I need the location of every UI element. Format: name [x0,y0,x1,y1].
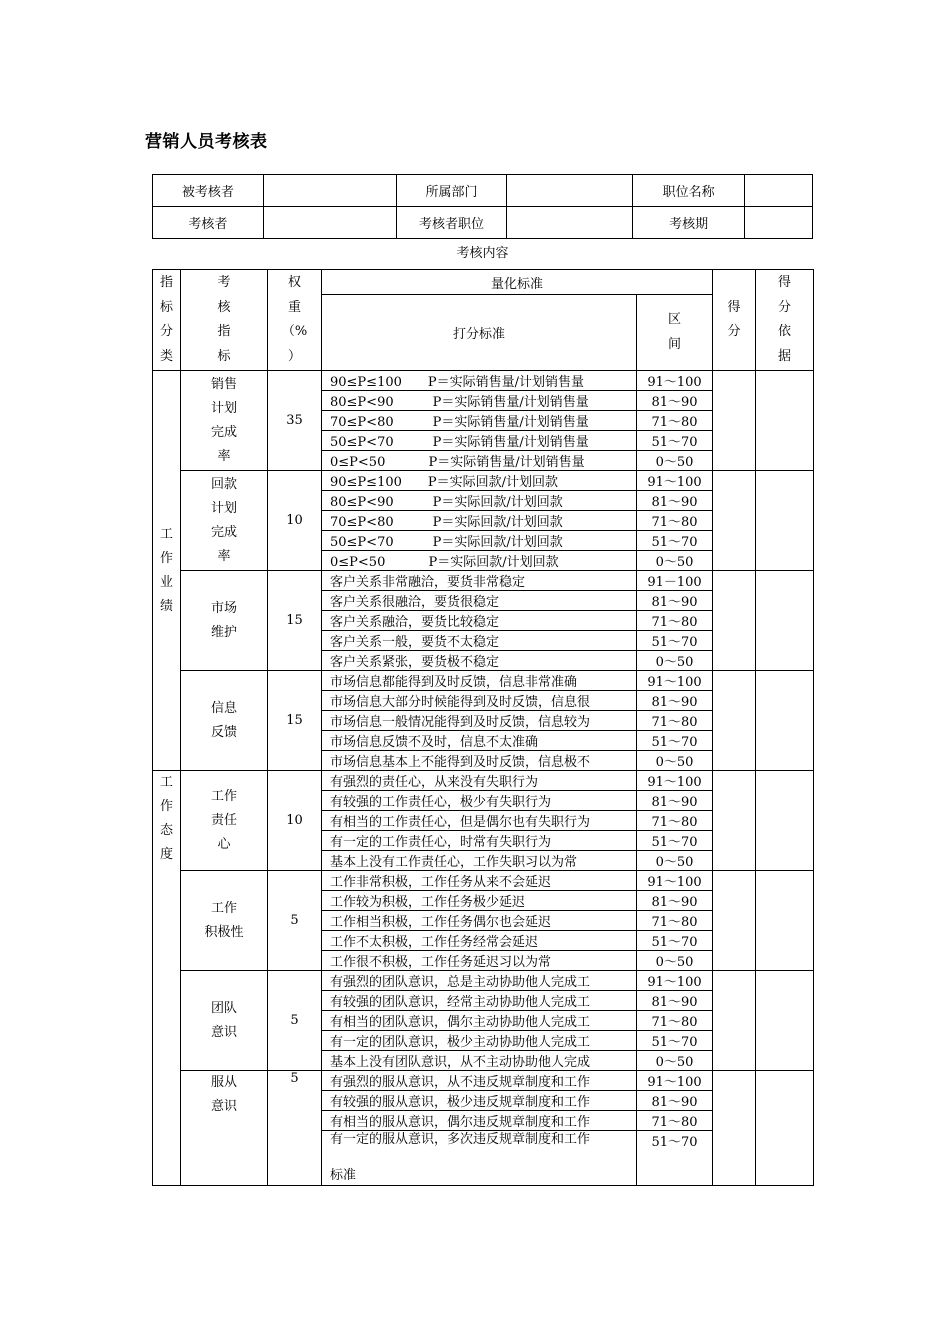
score-field[interactable] [713,771,756,871]
score-field[interactable] [713,971,756,1071]
indicator-name [181,771,268,871]
scoring-standard: 工作不太积极，工作任务经常会延迟 [322,931,637,951]
text-line: 核 [217,299,231,315]
text-line: 考 [217,275,231,290]
score-range: 0～50 [637,651,713,671]
text-line: 有一定的服从意识，多次违反规章制度和工作 [330,1132,591,1147]
header-indicator [181,270,268,371]
scoring-standard [322,1131,637,1186]
scoring-standard: 50≤P<70 P＝实际回款/计划回款 [322,531,637,551]
text-line: 分 [778,299,792,315]
score-range: 51～70 [637,931,713,951]
scoring-standard: 有强烈的责任心，从来没有失职行为 [322,771,637,791]
scoring-standard: 有较强的工作责任心，极少有失职行为 [322,791,637,811]
table-row [153,671,814,691]
indicator-name [181,871,268,971]
text-line: 标准 [330,1168,357,1183]
score-range: 91～100 [637,971,713,991]
score-range: 81～90 [637,791,713,811]
evaluator-position-label: 考核者职位 [396,207,507,239]
table-row [153,771,814,791]
text-line: 维护 [210,624,237,640]
text-line: 重 [287,299,301,315]
text-line: 率 [217,548,231,564]
score-range: 51～70 [637,431,713,451]
text-line: 责任 [210,812,237,828]
weight-cell: 15 [268,671,322,771]
scoring-standard: 市场信息大部分时候能得到及时反馈，信息很 [322,691,637,711]
scoring-standard: 有强烈的团队意识，总是主动协助他人完成工 [322,971,637,991]
header-scoring: 打分标准 [322,295,637,371]
scoring-standard: 工作很不积极，工作任务延迟习以为常 [322,951,637,971]
score-range: 71～80 [637,611,713,631]
text-line: 工作 [210,900,237,916]
text-line: 类 [159,348,173,364]
indicator-name [181,571,268,671]
evaluatee-field[interactable] [263,175,396,207]
score-range: 81～90 [637,391,713,411]
score-range: 81～90 [637,491,713,511]
basis-field[interactable] [756,571,814,671]
basis-field[interactable] [756,771,814,871]
evaluatee-label: 被考核者 [153,175,264,207]
text-line: 标 [159,299,173,315]
header-category [153,270,181,371]
text-line: 积极性 [204,924,244,940]
text-line: 团队 [210,1000,237,1016]
text-line: 销售 [210,376,237,392]
text-line: 完成 [210,424,237,440]
text-line: 反馈 [210,724,237,740]
page-title: 营销人员考核表 [145,132,268,152]
score-range: 51～70 [637,531,713,551]
scoring-standard: 有较强的团队意识，经常主动协助他人完成工 [322,991,637,1011]
score-field[interactable] [713,671,756,771]
category-cell [153,371,181,771]
basis-field[interactable] [756,371,814,471]
scoring-standard: 有强烈的服从意识，从不违反规章制度和工作 [322,1071,637,1091]
header-basis [756,270,814,371]
score-range: 71～80 [637,711,713,731]
score-range: 71～80 [637,411,713,431]
table-row [153,571,814,591]
score-field[interactable] [713,1071,756,1186]
scoring-standard: 市场信息反馈不及时，信息不太准确 [322,731,637,751]
table-row [153,1071,814,1091]
info-table [152,174,813,239]
score-range: 71～80 [637,1011,713,1031]
text-line: 据 [778,348,792,364]
scoring-standard: 0≤P<50 P＝实际回款/计划回款 [322,551,637,571]
scoring-standard: 80≤P<90 P＝实际销售量/计划销售量 [322,391,637,411]
evaluator-position-field[interactable] [507,207,633,239]
text-line: 市场 [210,600,237,616]
text-line: 完成 [210,524,237,540]
score-range: 91－100 [637,571,713,591]
text-line: 回款 [210,476,237,492]
text-line: 心 [217,836,231,852]
scoring-standard: 有一定的团队意识，极少主动协助他人完成工 [322,1031,637,1051]
text-line: 绩 [159,598,173,614]
text-line: 作 [159,799,173,814]
score-range: 81～90 [637,691,713,711]
scoring-standard: 90≤P≤100 P＝实际销售量/计划销售量 [322,371,637,391]
scoring-standard: 市场信息基本上不能得到及时反馈，信息极不 [322,751,637,771]
scoring-standard: 市场信息一般情况能得到及时反馈，信息较为 [322,711,637,731]
text-line: （% [281,324,308,339]
header-range [637,295,713,371]
table-row [153,371,814,391]
score-range: 51～70 [637,1131,713,1186]
header-quant: 量化标准 [322,270,713,295]
text-line: 区 [668,312,682,327]
score-range: 51～70 [637,831,713,851]
text-line: 业 [159,574,173,590]
weight-cell: 10 [268,771,322,871]
text-line: 得 [727,299,741,315]
score-range: 91～100 [637,371,713,391]
score-range: 51～70 [637,1031,713,1051]
position-field[interactable] [745,175,813,207]
scoring-standard: 有一定的工作责任心，时常有失职行为 [322,831,637,851]
score-range: 71～80 [637,1111,713,1131]
score-range: 71～80 [637,811,713,831]
score-range: 51～70 [637,631,713,651]
text-line: 标 [217,348,231,364]
basis-field[interactable] [756,471,814,571]
header-score [713,270,756,371]
score-range: 91～100 [637,471,713,491]
scoring-standard: 客户关系很融洽，要货很稳定 [322,591,637,611]
score-range: 81～90 [637,1091,713,1111]
scoring-standard: 工作非常积极，工作任务从来不会延迟 [322,871,637,891]
text-line: 间 [668,336,682,352]
scoring-standard: 工作相当积极，工作任务偶尔也会延迟 [322,911,637,931]
score-range: 81～90 [637,591,713,611]
scoring-standard: 70≤P<80 P＝实际回款/计划回款 [322,511,637,531]
text-line: 率 [217,448,231,464]
weight-cell: 5 [268,1071,322,1186]
scoring-standard: 客户关系非常融洽，要货非常稳定 [322,571,637,591]
basis-field[interactable] [756,1071,814,1186]
weight-cell: 5 [268,971,322,1071]
dept-label: 所属部门 [396,175,507,207]
score-range: 0～50 [637,851,713,871]
text-line: 意识 [210,1024,237,1040]
text-line: 依 [778,324,792,339]
basis-field[interactable] [756,671,814,771]
text-line: 服从 [210,1075,237,1090]
scoring-standard: 90≤P≤100 P＝实际回款/计划回款 [322,471,637,491]
scoring-standard: 70≤P<80 P＝实际销售量/计划销售量 [322,411,637,431]
score-range: 0～50 [637,751,713,771]
score-range: 71～80 [637,911,713,931]
text-line: 权 [287,275,301,290]
score-range: 91～100 [637,671,713,691]
text-line: ） [287,348,301,364]
table-row [153,971,814,991]
scoring-standard: 有相当的服从意识，偶尔违反规章制度和工作 [322,1111,637,1131]
weight-cell: 35 [268,371,322,471]
text-line: 作 [159,550,173,566]
evaluator-field[interactable] [263,207,396,239]
scoring-standard: 基本上没有工作责任心，工作失职习以为常 [322,851,637,871]
dept-field[interactable] [507,175,633,207]
scoring-standard: 有相当的工作责任心，但是偶尔也有失职行为 [322,811,637,831]
position-label: 职位名称 [633,175,745,207]
scoring-standard: 有较强的服从意识，极少违反规章制度和工作 [322,1091,637,1111]
section-caption: 考核内容 [456,246,509,261]
score-range: 0～50 [637,951,713,971]
score-range: 0～50 [637,551,713,571]
indicator-name [181,671,268,771]
scoring-standard: 客户关系一般，要货不太稳定 [322,631,637,651]
text-line: 指 [217,324,231,339]
score-range: 0～50 [637,451,713,471]
scoring-standard: 有相当的团队意识，偶尔主动协助他人完成工 [322,1011,637,1031]
score-range: 81～90 [637,991,713,1011]
weight-cell: 10 [268,471,322,571]
text-line: 工作 [210,788,237,804]
scoring-standard: 市场信息都能得到及时反馈，信息非常准确 [322,671,637,691]
scoring-standard: 80≤P<90 P＝实际回款/计划回款 [322,491,637,511]
score-range: 71～80 [637,511,713,531]
score-field[interactable] [713,871,756,971]
score-range: 0～50 [637,1051,713,1071]
score-field[interactable] [713,571,756,671]
text-line: 分 [727,324,741,339]
weight-cell: 5 [268,871,322,971]
text-line: 计划 [210,500,237,516]
basis-field[interactable] [756,871,814,971]
scoring-standard: 基本上没有团队意识，从不主动协助他人完成 [322,1051,637,1071]
text-line: 工 [159,526,173,542]
text-line: 分 [159,324,173,339]
text-line: 工 [159,775,173,790]
evaluator-label: 考核者 [153,207,264,239]
scoring-standard: 客户关系紧张，要货极不稳定 [322,651,637,671]
category-cell [153,771,181,1186]
table-row [153,871,814,891]
table-row [153,471,814,491]
assessment-table [152,269,814,1186]
text-line: 得 [778,275,792,290]
indicator-name [181,1071,268,1186]
score-field[interactable] [713,471,756,571]
scoring-standard: 工作较为积极，工作任务极少延迟 [322,891,637,911]
scoring-standard: 50≤P<70 P＝实际销售量/计划销售量 [322,431,637,451]
score-range: 81～90 [637,891,713,911]
indicator-name [181,371,268,471]
text-line: 度 [159,847,173,862]
header-weight [268,270,322,371]
scoring-standard: 客户关系融洽，要货比较稳定 [322,611,637,631]
weight-cell: 15 [268,571,322,671]
scoring-standard: 0≤P<50 P＝实际销售量/计划销售量 [322,451,637,471]
text-line: 意识 [210,1099,237,1114]
indicator-name [181,471,268,571]
score-range: 91～100 [637,771,713,791]
period-field[interactable] [745,207,813,239]
period-label: 考核期 [633,207,745,239]
score-range: 91～100 [637,871,713,891]
text-line: 信息 [210,700,237,716]
basis-field[interactable] [756,971,814,1071]
indicator-name [181,971,268,1071]
text-line: 态 [159,823,173,838]
score-range: 91～100 [637,1071,713,1091]
text-line: 计划 [210,400,237,416]
score-range: 51～70 [637,731,713,751]
text-line: 指 [159,275,173,290]
score-field[interactable] [713,371,756,471]
